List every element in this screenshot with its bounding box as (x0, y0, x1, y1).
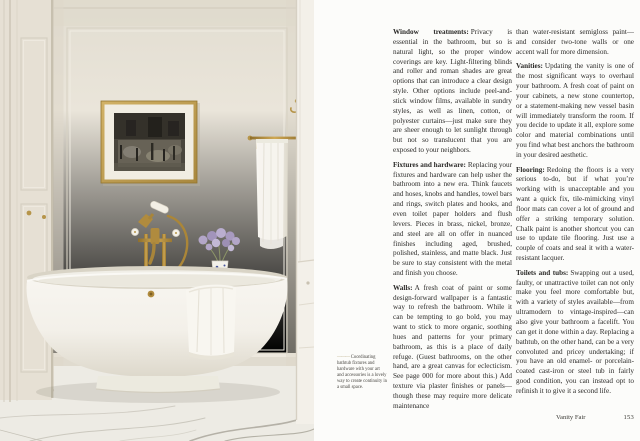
paragraph-body: Swapping out a used, faulty, or unattractive toilet can not only make you feel more comfortable but, with a variety of styles available—from ultramodern to vintage-inspired—can also give your bathroom a facelift. You can get it done within a day. Replacing a bathtub, on the other hand, can be a very convoluted and pricey undertaking; if you have an old enamel- or porcelain-coated cast-iron or steel tub in fairly good condition, you can instead opt to refinish it to give it a second life. (516, 268, 634, 395)
running-title: Vanity Fair (556, 414, 586, 421)
paragraph-body: Privacy is essential in the bathroom, but so is natural light, so the proper window coverings are key. Light-filtering blinds and roller and roman shades are great options that can introduce a clear design style. Other options include peel-and-stick window films, available in sundry styles, as well as linen, cotton, or polyester curtains—just make sure they are sheer enough to let sunlight through but not so translucent that you are exposed to your neighbors. (393, 28, 512, 155)
porcelain-handle (172, 229, 179, 236)
photo-caption (337, 355, 387, 392)
paragraph-body: Replacing your fixtures and hardware can help usher the bathroom into a new era. Think faucets and hoses, knobs and handles, towel bars and rings, switch plates and hooks, and even toilet paper holders and flush levers. Pieces in brass, nickel, bronze, and steel are all on offer in nuanced finishes including aged, brushed, polished, stainless, and matte black. Just be sure to stay consistent with the metal and finish you choose. (393, 160, 512, 278)
article-column-2 (516, 28, 634, 402)
page-number: 153 (623, 414, 634, 421)
paragraph-body: Updating the vanity is one of the most significant ways to overhaul your bathroom. A fresh coat of paint on your cabinets, a new stone countertop, or a statement-making new vessel basin will immediately transform the room. If you decide to update it all, explore some color and material combinations until you find what best anchors the bathroom in your desired aesthetic. (516, 62, 634, 159)
paragraph-heading: Toilets and tubs: (516, 268, 569, 277)
brass-door-knob (27, 211, 32, 216)
right-vanity-cabinet (296, 0, 314, 424)
paragraph-walls-continued (516, 28, 634, 58)
paragraph-walls (393, 284, 512, 412)
paragraph-vanities (516, 62, 634, 160)
left-panelled-door (0, 0, 53, 402)
paragraph-body: A fresh coat of paint or some design-forward wallpaper is a fantastic way to refresh the bathroom. While it can be tempting to go bold, you may want to stick to more organic, soothing hues and patterns for your primary bathroom, as this is a place of daily refuge. (Guest bathrooms, on the other hand, are a great canvas for eclecticism. See page 000 for more about this.) Add texture via plaster finishes or panels—though these may require more delicate maintenance (393, 283, 512, 410)
hanging-towel (256, 139, 288, 249)
bathroom-photo-illustration (0, 0, 314, 441)
paragraph-body: than water-resistant semigloss paint—and consider two-tone walls or one accent wall for more dimension. (516, 28, 634, 56)
bathroom-photo (0, 0, 314, 441)
art-etching (114, 113, 185, 171)
paragraph-heading: Flooring: (516, 165, 545, 174)
paragraph-heading: Window treatments: (393, 28, 469, 36)
paragraph-flooring (516, 166, 634, 264)
paragraph-heading: Vanities: (516, 62, 543, 71)
paragraph-heading: Fixtures and hardware: (393, 160, 466, 169)
caption-text: Coordinating bathtub fixtures and hardware with your art and accessories is a lovely way to create continuity in a small space. (337, 355, 387, 391)
paragraph-window-treatments (393, 28, 512, 156)
brass-door-knob (42, 215, 46, 219)
paragraph-body: Redoing the floors is a very serious to-do, but if what you’re working with is unacceptable and you want a quick fix, tile-mimicking vinyl floor mats can cover a lot of ground and offer a striking temporary solution. Chalk paint is another shortcut you can use to update tile flooring. Just use a couple of coats and seal it with a water-resistant lacquer. (516, 165, 634, 263)
draped-towel (186, 285, 236, 360)
page-footer (556, 414, 634, 421)
caption-leader-rule: ——— (337, 355, 350, 360)
paragraph-fixtures-hardware (393, 161, 512, 279)
paragraph-heading: Walls: (393, 283, 413, 292)
porcelain-handle (131, 228, 138, 235)
paragraph-toilets-tubs (516, 269, 634, 397)
article-column-1 (393, 28, 512, 416)
wall-art-frame (101, 101, 200, 186)
tub-pedestal (96, 376, 220, 393)
